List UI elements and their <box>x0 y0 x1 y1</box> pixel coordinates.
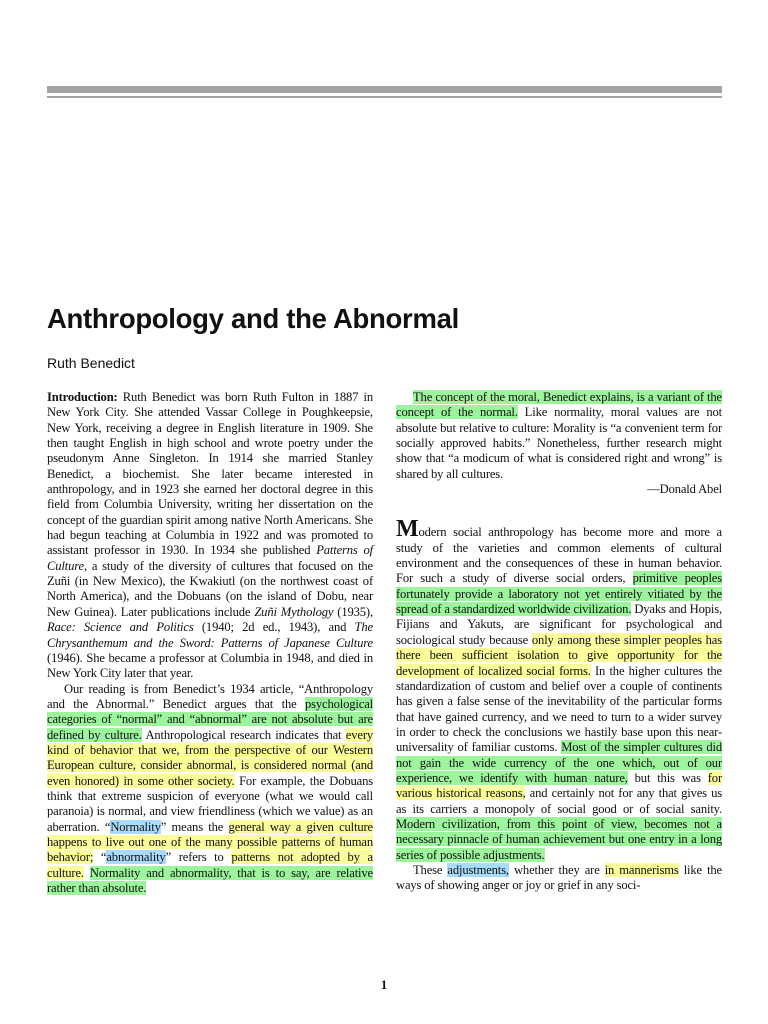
intro-paragraph-2 <box>47 682 373 897</box>
intro-signature: —Donald Abel <box>647 482 722 497</box>
highlight-yellow: every kind of behavior that we, from the perspective of our Western European culture, consider abnormal, is considered normal (and even honored) in some other society. <box>47 727 374 788</box>
body-paragraph-1 <box>396 516 722 863</box>
body-text: and certainly not for any that gives us as its carriers a monopoly of social good or of social sanity. <box>396 786 722 816</box>
highlight-yellow: only among these simpler peoples has there been sufficient isolation to give opportunity for the development of localized social forms. <box>396 632 722 678</box>
highlight-yellow: patterns not adopted by a culture. <box>47 850 373 880</box>
body-text: odern social anthropology has become more and more a study of the varieties and common elements of cultural environment and the consequences of these in human behavior. For such a study of diverse social orders, <box>396 525 722 586</box>
highlight-blue: abnormality <box>106 850 166 865</box>
body-paragraph-2 <box>396 863 722 894</box>
page-number: 1 <box>380 978 388 992</box>
article-title: Anthropology and the Abnormal <box>47 303 459 334</box>
intro-text: Our reading is from Benedict’s 1934 article, “Anthropology and the Abnormal.” Benedict argues that the <box>47 681 373 711</box>
intro-text: Ruth Benedict was born Ruth Fulton in 1887 in New York City. She attended Vassar College in Poughkeepsie, New York, receiving a degree in English literature in 1909. She then taught English in high school and wrote poetry under the pseudonym Anne Singleton. In 1914 she married Stanley Benedict, a biochemist. She later became interested in anthropology, and in 1923 she earned her doctoral degree in this field from Columbia University, writing her dissertation on the concept of the guardian spirit among native North Americans. She had begun teaching at Columbia in 1922 and was promoted to assistant professor in 1930. In 1934 she published <box>47 390 373 558</box>
highlight-yellow: for various historical reasons, <box>396 770 722 801</box>
highlight-blue: Normality <box>110 819 161 834</box>
section-gap <box>396 497 722 523</box>
intro-text: (1940; 2d ed., 1943), and <box>193 620 355 635</box>
left-column <box>47 390 373 896</box>
intro-text: ” refers to <box>165 850 232 865</box>
intro-text: Anthropological research indicates that <box>141 727 346 742</box>
right-column <box>396 390 722 894</box>
book-title: Patterns of Culture <box>47 543 373 573</box>
highlight-yellow: general way a given culture happens to live out one of the many possible patterns of human behavior; <box>47 819 373 865</box>
intro-text: (1935), <box>333 604 373 619</box>
intro-text: Like normality, moral values are not absolute but relative to culture: Morality is “a convenient term for socially approved habits.” Nonetheless, further research might show that “a modicum of what is considered right and wrong” is shared by all cultures. <box>396 405 722 481</box>
highlight-green: psychological categories of “normal” and “abnormal” are not absolute but are defined by culture. <box>47 696 373 742</box>
body-text: In the higher cultures the standardization of custom and belief over a couple of continents has given a false sense of the inevitability of the particular forms that have gained currency, and we need to turn to a wider survey in order to check the conclusions we hastily base upon this near-universality of familiar customs. <box>396 663 722 755</box>
highlight-green: primitive peoples fortunately provide a laboratory not yet entirely vitiated by the spread of a standardized worldwide civilization. <box>396 571 722 617</box>
book-title: Race: Science and Politics <box>47 620 194 635</box>
intro-label: Introduction: <box>47 390 118 404</box>
intro-text <box>84 866 90 880</box>
body-text: whether they are <box>508 862 605 877</box>
drop-cap: M <box>396 516 419 543</box>
book-title: Zuñi Mythology <box>254 604 334 619</box>
highlight-blue: adjustments, <box>447 862 509 877</box>
header-rule-thin <box>47 96 722 98</box>
highlight-green: Most of the simpler cultures did not gain the wide currency of the one which, out of our experience, we identify with human nature, <box>396 740 722 785</box>
highlight-green: Normality and abnormality, that is to say, are relative rather than absolute. <box>47 865 373 895</box>
highlight-green: The concept of the moral, Benedict explains, is a variant of the concept of the normal. <box>396 390 722 420</box>
highlight-green: Modern civilization, from this point of view, becomes not a necessary pinnacle of human achievement but one entry in a long series of possible adjustments. <box>396 816 722 862</box>
book-title: The Chrysanthemum and the Sword: Patterns of Japanese Culture <box>47 620 373 650</box>
body-text: but this was <box>627 770 708 785</box>
article-author: Ruth Benedict <box>47 355 135 371</box>
intro-text: For example, the Dobuans think that extreme suspicion of everyone (what we would call paranoia) is normal, and view friendliness (which we value) as an aberration. “ <box>47 773 373 834</box>
intro-text: ” means the <box>160 819 229 834</box>
intro-text: , a study of the diversity of cultures that focused on the Zuñi (in New Mexico), the Kwakiutl (on the northwest coast of North America), and the Dobuans (on the island of Dobu, near New Guinea). Later publications include <box>47 558 373 619</box>
intro-paragraph-1 <box>47 390 373 682</box>
body-text: like the ways of showing anger or joy or grief in any soci- <box>396 862 722 893</box>
intro-paragraph-3 <box>396 390 722 482</box>
highlight-yellow: in mannerisms <box>604 862 679 877</box>
body-text: Dyaks and Hopis, Fijians and Yakuts, are significant for psychological and sociological study because <box>396 602 722 647</box>
header-rule-thick <box>47 86 722 93</box>
body-text: These <box>413 862 448 877</box>
intro-text: (1946). She became a professor at Columbia in 1948, and died in New York City later that year. <box>47 650 373 681</box>
intro-text: “ <box>93 850 107 865</box>
